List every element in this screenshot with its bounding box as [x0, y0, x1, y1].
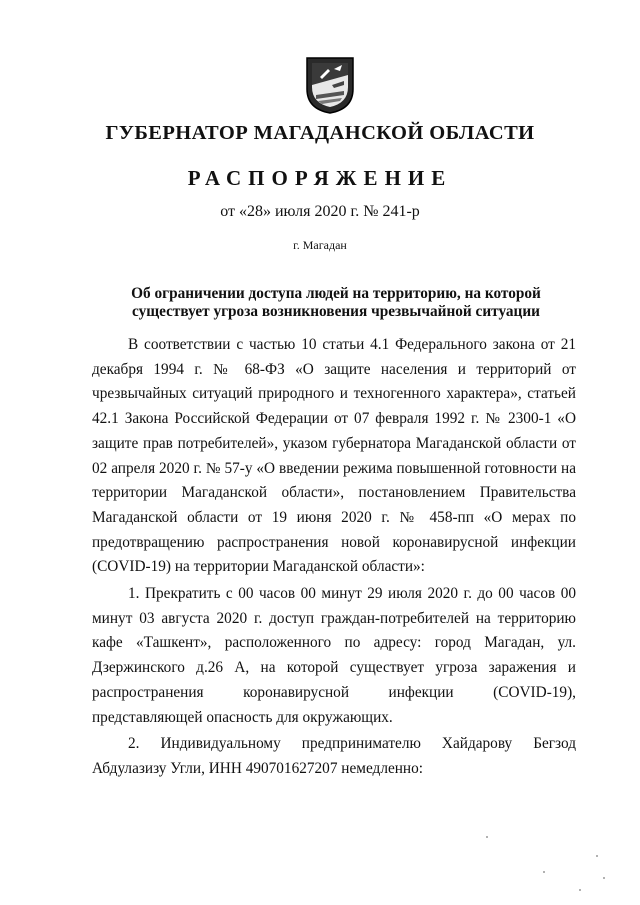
scan-speck: [486, 836, 488, 838]
scan-speck: [579, 889, 581, 891]
scan-speck: [603, 877, 605, 879]
document-date-number: от «28» июля 2020 г. № 241-р: [220, 203, 420, 220]
scan-speck: [596, 855, 598, 857]
clause-1-paragraph: 1. Прекратить с 00 часов 00 минут 29 июля 2020 г. до 00 часов 00 минут 03 августа 2020 г. доступ граждан-потребителей на территорию кафе «Ташкент», расположенного по адресу: город Магадан, ул. Дзержинского д.26 А, на которой существует угроза заражения и распространения коронавирусной инфекции (COVID-19), представляющей опасность для окружающих.: [92, 585, 576, 726]
scan-speck: [543, 871, 545, 873]
document-heading: Об ограничении доступа людей на территорию, на которой существует угроза возникновения чрезвычайной ситуации: [131, 285, 541, 320]
issuing-authority: ГУБЕРНАТОР МАГАДАНСКОЙ ОБЛАСТИ: [105, 122, 535, 144]
document-type: РАСПОРЯЖЕНИЕ: [187, 166, 453, 190]
coat-of-arms-icon: [304, 55, 356, 115]
preamble-paragraph: В соответствии с частью 10 статьи 4.1 Федерального закона от 21 декабря 1994 г. № 68-ФЗ «О защите населения и территорий от чрезвычайных ситуаций природного и техногенного характера», статьей 42.1 Закона Российской Федерации от 07 февраля 1992 г. № 2300-1 «О защите прав потребителей», указом губернатора Магаданской области от 02 апреля 2020 г. № 57-у «О введении режима повышенной готовности на территории Магаданской области», постановлением Правительства Магаданской области от 19 июня 2020 г. № 458-пп «О мерах по предотвращению распространения новой коронавирусной инфекции (COVID-19) на территории Магаданской области»:: [92, 336, 576, 576]
clause-2-paragraph: 2. Индивидуальному предпринимателю Хайдарову Бегзод Абдулазизу Угли, ИНН 490701627207 немедленно:: [92, 735, 576, 777]
document-place: г. Магадан: [293, 238, 347, 252]
document-body: [92, 333, 576, 782]
